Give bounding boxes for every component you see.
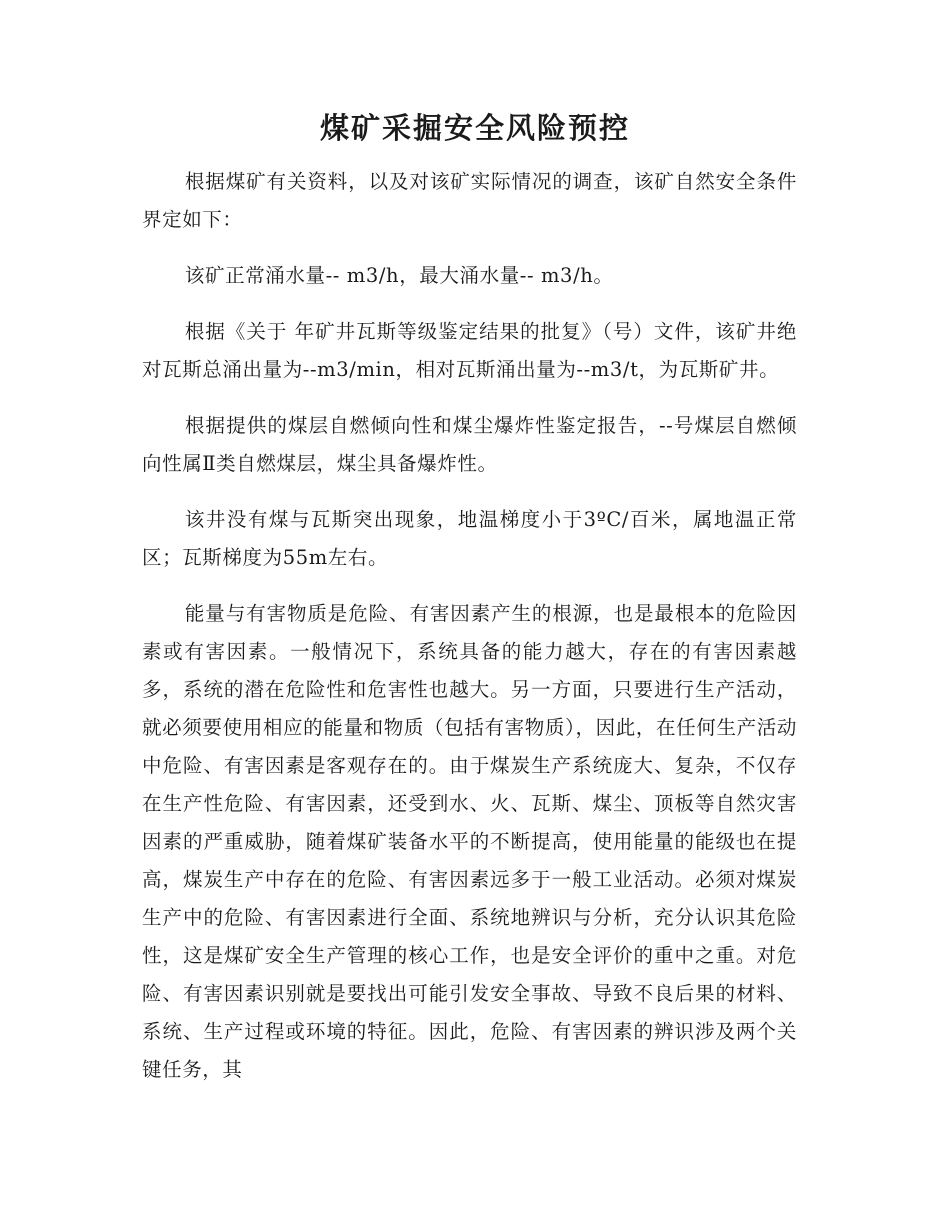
- paragraph-gas-emission: 根据《关于 年矿井瓦斯等级鉴定结果的批复》（号）文件，该矿井绝对瓦斯总涌出量为--m3/min，相对瓦斯涌出量为--m3/t，为瓦斯矿井。: [142, 320, 797, 381]
- paragraph-coal-spontaneous-combustion: 根据提供的煤层自燃倾向性和煤尘爆炸性鉴定报告，--号煤层自燃倾向性属Ⅱ类自燃煤层，煤尘具备爆炸性。: [142, 414, 797, 475]
- paragraph-water-inflow: 该矿正常涌水量-- m3/h，最大涌水量-- m3/h。: [184, 264, 614, 287]
- paragraph-intro: 根据煤矿有关资料，以及对该矿实际情况的调查，该矿自然安全条件界定如下：: [142, 170, 797, 231]
- document-title: 煤矿采掘安全风险预控: [319, 111, 630, 145]
- paragraph-hazard-factors: 能量与有害物质是危险、有害因素产生的根源，也是最根本的危险因素或有害因素。一般情况下，系统具备的能力越大，存在的有害因素越多，系统的潜在危险性和危害性也越大。另一方面，只要进行生产活动，就必须要使用相应的能量和物质（包括有害物质），因此，在任何生产活动中危险、有害因素是客观存在的。由于煤炭生产系统庞大、复杂，不仅存在生产性危险、有害因素，还受到水、火、瓦斯、煤尘、顶板等自然灾害因素的严重威胁，随着煤矿装备水平的不断提高，使用能量的能级也在提高，煤炭生产中存在的危险、有害因素远多于一般工业活动。必须对煤炭生产中的危险、有害因素进行全面、系统地辨识与分析，充分认识其危险性，这是煤矿安全生产管理的核心工作，也是安全评价的重中之重。对危险、有害因素识别就是要找出可能引发安全事故、导致不良后果的材料、系统、生产过程或环境的特征。因此，危险、有害因素的辨识涉及两个关键任务，其: [142, 602, 797, 1081]
- document-body: [142, 163, 797, 1107]
- paragraph-geothermal-gradient: 该井没有煤与瓦斯突出现象，地温梯度小于3ºC/百米，属地温正常区；瓦斯梯度为55m左右。: [142, 508, 797, 569]
